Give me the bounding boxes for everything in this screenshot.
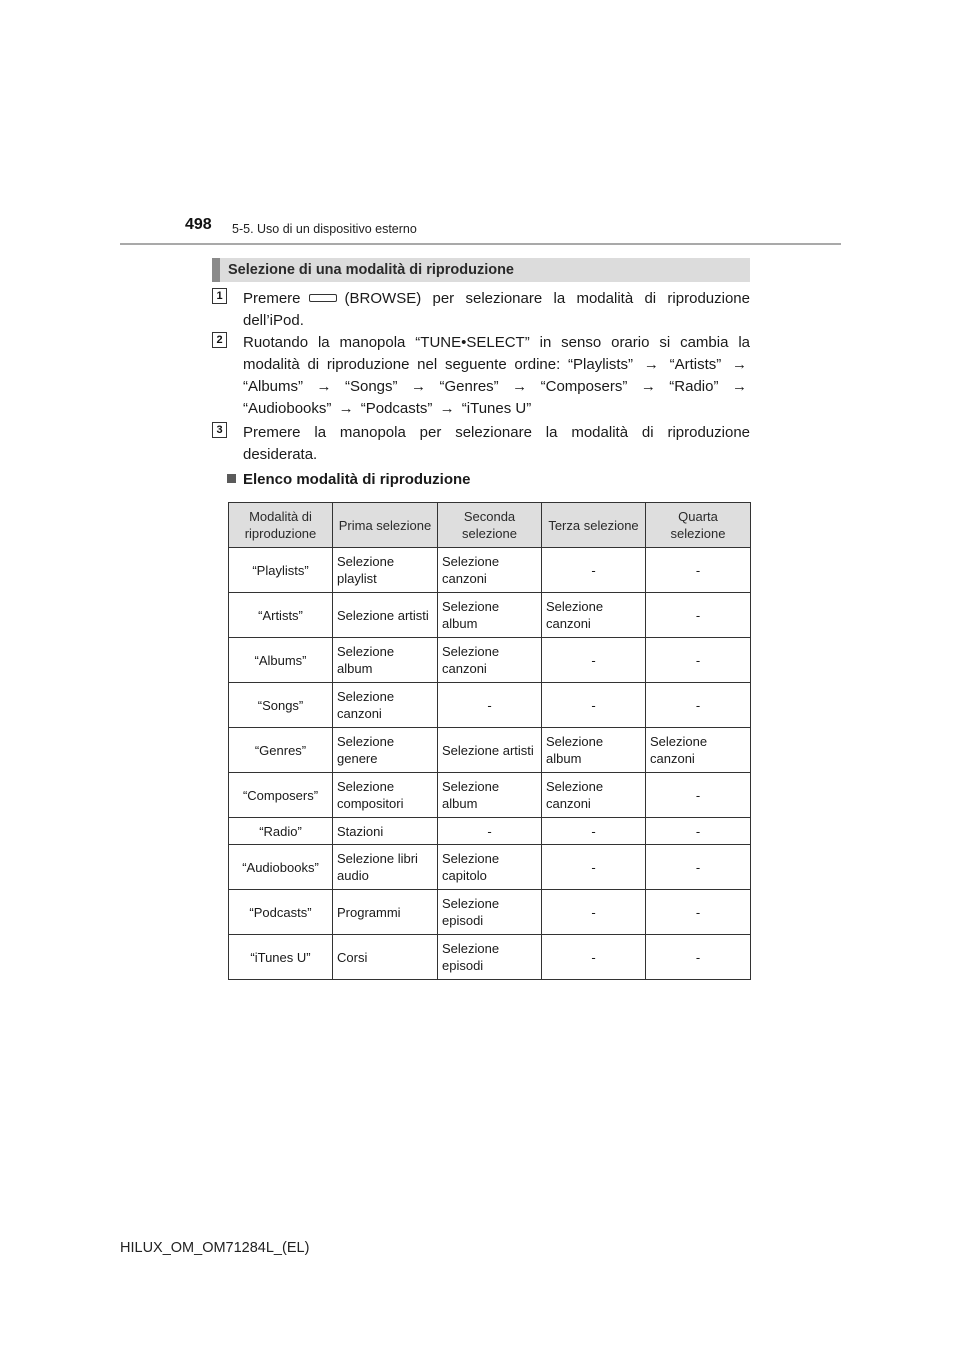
selection-cell: - — [542, 935, 646, 980]
selection-cell: Selezione playlist — [333, 548, 438, 593]
table-row — [229, 548, 751, 593]
mode-cell: “Artists” — [229, 593, 333, 638]
mode-cell: “Audiobooks” — [229, 845, 333, 890]
selection-cell: - — [646, 890, 751, 935]
step-3 — [212, 422, 750, 466]
selection-cell: - — [542, 818, 646, 845]
section-reference: 5-5. Uso di un dispositivo esterno — [232, 222, 417, 236]
section-heading: Selezione di una modalità di riproduzione — [212, 258, 750, 282]
square-bullet-icon — [227, 474, 236, 483]
arrow-right-icon: → — [512, 378, 528, 395]
mode-sequence-item: “Radio” — [669, 378, 719, 395]
mode-cell: “Songs” — [229, 683, 333, 728]
selection-cell: Selezione canzoni — [542, 773, 646, 818]
selection-cell: Selezione album — [333, 638, 438, 683]
selection-cell: Selezione genere — [333, 728, 438, 773]
playback-modes-table — [228, 502, 751, 980]
mode-sequence-item: “Podcasts” — [360, 400, 433, 417]
column-header: Prima selezione — [333, 503, 438, 548]
selection-cell: - — [542, 890, 646, 935]
selection-cell: - — [646, 935, 751, 980]
selection-cell: Selezione canzoni — [438, 638, 542, 683]
arrow-right-icon: → — [640, 378, 656, 395]
selection-cell: Selezione libri audio — [333, 845, 438, 890]
table-row — [229, 638, 751, 683]
selection-cell: Selezione capitolo — [438, 845, 542, 890]
step-intro: Ruotando la manopola “TUNE•SELECT” in senso orario si cambia la modalità di riproduzione nel seguente ordine: — [243, 334, 750, 373]
mode-cell: “iTunes U” — [229, 935, 333, 980]
step-number-badge: 3 — [212, 422, 227, 438]
table-header-row — [229, 503, 751, 548]
mode-cell: “Composers” — [229, 773, 333, 818]
selection-cell: Stazioni — [333, 818, 438, 845]
selection-cell: - — [646, 845, 751, 890]
selection-cell: Selezione compositori — [333, 773, 438, 818]
selection-cell: - — [646, 773, 751, 818]
mode-cell: “Radio” — [229, 818, 333, 845]
column-header: Quarta selezione — [646, 503, 751, 548]
table-row — [229, 683, 751, 728]
arrow-right-icon: → — [439, 400, 455, 417]
arrow-right-icon: → — [411, 378, 426, 395]
arrow-right-icon: → — [643, 356, 659, 373]
selection-cell: - — [646, 638, 751, 683]
selection-cell: Selezione album — [542, 728, 646, 773]
selection-cell: - — [646, 548, 751, 593]
selection-cell: - — [542, 845, 646, 890]
mode-sequence-item: “Composers” — [540, 378, 628, 395]
header-rule — [120, 243, 841, 245]
step-2 — [212, 332, 750, 420]
table-row — [229, 845, 751, 890]
step-text: Premere la manopola per selezionare la modalità di riproduzione desiderata. — [243, 424, 750, 463]
browse-button-icon — [309, 294, 337, 302]
table-row — [229, 593, 751, 638]
selection-cell: Selezione canzoni — [438, 548, 542, 593]
mode-sequence-item: “iTunes U” — [461, 400, 532, 417]
step-number-badge: 2 — [212, 332, 227, 348]
selection-cell: - — [542, 548, 646, 593]
selection-cell: Selezione album — [438, 773, 542, 818]
mode-cell: “Albums” — [229, 638, 333, 683]
column-header: Terza selezione — [542, 503, 646, 548]
selection-cell: - — [542, 638, 646, 683]
mode-sequence-item: “Audiobooks” — [243, 400, 332, 417]
selection-cell: Selezione canzoni — [333, 683, 438, 728]
arrow-right-icon: → — [316, 378, 332, 395]
mode-sequence-item: “Albums” — [243, 378, 304, 395]
mode-sequence-item: “Genres” — [439, 378, 499, 395]
selection-cell: - — [646, 818, 751, 845]
mode-cell: “Podcasts” — [229, 890, 333, 935]
mode-sequence-item: “Songs” — [344, 378, 398, 395]
table-row — [229, 818, 751, 845]
arrow-right-icon: → — [731, 378, 747, 395]
table-row — [229, 935, 751, 980]
step-text-before: Premere — [243, 290, 301, 307]
mode-sequence-item: “Artists” — [669, 356, 722, 373]
page-number: 498 — [185, 216, 212, 233]
selection-cell: Selezione canzoni — [646, 728, 751, 773]
selection-cell: - — [646, 683, 751, 728]
document-code: HILUX_OM_OM71284L_(EL) — [120, 1240, 310, 1256]
column-header: Modalità di riproduzione — [229, 503, 333, 548]
selection-cell: - — [646, 593, 751, 638]
selection-cell: Selezione episodi — [438, 890, 542, 935]
selection-cell: Selezione artisti — [333, 593, 438, 638]
column-header: Seconda selezione — [438, 503, 542, 548]
table-row — [229, 773, 751, 818]
selection-cell: - — [438, 683, 542, 728]
selection-cell: Corsi — [333, 935, 438, 980]
selection-cell: Selezione canzoni — [542, 593, 646, 638]
list-heading-text: Elenco modalità di riproduzione — [243, 471, 471, 488]
step-1 — [212, 288, 750, 332]
selection-cell: Selezione artisti — [438, 728, 542, 773]
selection-cell: Selezione album — [438, 593, 542, 638]
arrow-right-icon: → — [338, 400, 354, 417]
step-number-badge: 1 — [212, 288, 227, 304]
step-text-after: (BROWSE) per selezionare la modalità di riproduzione dell’iPod. — [243, 290, 750, 329]
selection-cell: Programmi — [333, 890, 438, 935]
selection-cell: - — [542, 683, 646, 728]
table-row — [229, 890, 751, 935]
mode-sequence-item: “Playlists” — [568, 356, 634, 373]
arrow-right-icon: → — [732, 356, 748, 373]
mode-cell: “Genres” — [229, 728, 333, 773]
step-text — [243, 288, 750, 332]
list-heading — [227, 471, 471, 488]
table-row — [229, 728, 751, 773]
mode-cell: “Playlists” — [229, 548, 333, 593]
selection-cell: Selezione episodi — [438, 935, 542, 980]
step-text — [243, 332, 750, 420]
selection-cell: - — [438, 818, 542, 845]
